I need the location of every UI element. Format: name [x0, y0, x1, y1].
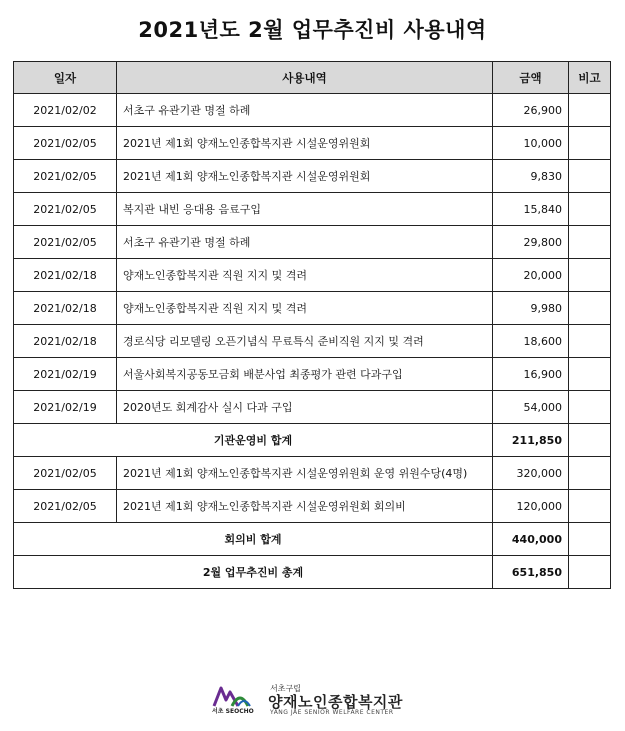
row-amount: 29,800	[493, 226, 569, 259]
subtotal-row-operations	[14, 424, 611, 457]
row-note	[569, 127, 611, 160]
row-description: 2021년 제1회 양재노인종합복지관 시설운영위원회 회의비	[117, 490, 493, 523]
row-date: 2021/02/05	[14, 160, 117, 193]
table-row	[14, 226, 611, 259]
row-amount: 10,000	[493, 127, 569, 160]
column-header-note: 비고	[569, 62, 611, 94]
row-amount: 15,840	[493, 193, 569, 226]
row-note	[569, 457, 611, 490]
expense-table	[13, 61, 611, 589]
row-note	[569, 193, 611, 226]
row-description: 양재노인종합복지관 직원 지지 및 격려	[117, 259, 493, 292]
row-date: 2021/02/18	[14, 325, 117, 358]
org-english-name: YANG JAE SENIOR WELFARE CENTER	[270, 709, 394, 716]
logo-caption: 서초 SEOCHO	[212, 708, 254, 715]
row-note	[569, 259, 611, 292]
row-date: 2021/02/05	[14, 193, 117, 226]
row-note	[569, 160, 611, 193]
row-description: 2020년도 회계감사 실시 다과 구입	[117, 391, 493, 424]
total-note	[569, 556, 611, 589]
row-date: 2021/02/05	[14, 127, 117, 160]
table-row	[14, 457, 611, 490]
table-row	[14, 160, 611, 193]
row-description: 2021년 제1회 양재노인종합복지관 시설운영위원회	[117, 127, 493, 160]
row-amount: 20,000	[493, 259, 569, 292]
row-amount: 54,000	[493, 391, 569, 424]
table-row	[14, 193, 611, 226]
column-header-date: 일자	[14, 62, 117, 94]
row-date: 2021/02/19	[14, 358, 117, 391]
row-description: 복지관 내빈 응대용 음료구입	[117, 193, 493, 226]
footer-logo	[208, 682, 438, 718]
row-date: 2021/02/18	[14, 259, 117, 292]
total-label: 2월 업무추진비 총계	[14, 556, 493, 589]
row-amount: 320,000	[493, 457, 569, 490]
column-header-desc: 사용내역	[117, 62, 493, 94]
row-description: 서울사회복지공동모금회 배분사업 최종평가 관련 다과구입	[117, 358, 493, 391]
row-date: 2021/02/05	[14, 490, 117, 523]
org-name: 양재노인종합복지관	[268, 693, 403, 711]
table-row	[14, 490, 611, 523]
row-note	[569, 325, 611, 358]
row-description: 2021년 제1회 양재노인종합복지관 시설운영위원회	[117, 160, 493, 193]
row-note	[569, 292, 611, 325]
row-note	[569, 490, 611, 523]
table-row	[14, 259, 611, 292]
table-header-row	[14, 62, 611, 94]
page-title: 2021년도 2월 업무추진비 사용내역	[138, 18, 487, 42]
total-row	[14, 556, 611, 589]
row-date: 2021/02/05	[14, 457, 117, 490]
table-row	[14, 325, 611, 358]
row-amount: 120,000	[493, 490, 569, 523]
row-amount: 9,980	[493, 292, 569, 325]
table-row	[14, 94, 611, 127]
row-amount: 26,900	[493, 94, 569, 127]
row-description: 서초구 유관기관 명절 하례	[117, 226, 493, 259]
subtotal-meetings-amount: 440,000	[493, 523, 569, 556]
row-date: 2021/02/18	[14, 292, 117, 325]
row-description: 양재노인종합복지관 직원 지지 및 격려	[117, 292, 493, 325]
column-header-amount: 금액	[493, 62, 569, 94]
subtotal-meetings-label: 회의비 합계	[14, 523, 493, 556]
subtotal-meetings-note	[569, 523, 611, 556]
row-description: 서초구 유관기관 명절 하례	[117, 94, 493, 127]
row-description: 2021년 제1회 양재노인종합복지관 시설운영위원회 운영 위원수당(4명)	[117, 457, 493, 490]
row-amount: 18,600	[493, 325, 569, 358]
row-amount: 16,900	[493, 358, 569, 391]
subtotal-operations-note	[569, 424, 611, 457]
org-subtitle: 서초구립	[270, 684, 301, 693]
row-date: 2021/02/19	[14, 391, 117, 424]
table-row	[14, 391, 611, 424]
subtotal-operations-label: 기관운영비 합계	[14, 424, 493, 457]
table-row	[14, 127, 611, 160]
row-date: 2021/02/05	[14, 226, 117, 259]
total-amount: 651,850	[493, 556, 569, 589]
row-date: 2021/02/02	[14, 94, 117, 127]
row-note	[569, 358, 611, 391]
table-row	[14, 358, 611, 391]
row-description: 경로식당 리모델링 오픈기념식 무료특식 준비직원 지지 및 격려	[117, 325, 493, 358]
row-note	[569, 226, 611, 259]
subtotal-operations-amount: 211,850	[493, 424, 569, 457]
row-note	[569, 391, 611, 424]
row-note	[569, 94, 611, 127]
subtotal-row-meetings	[14, 523, 611, 556]
row-amount: 9,830	[493, 160, 569, 193]
table-row	[14, 292, 611, 325]
